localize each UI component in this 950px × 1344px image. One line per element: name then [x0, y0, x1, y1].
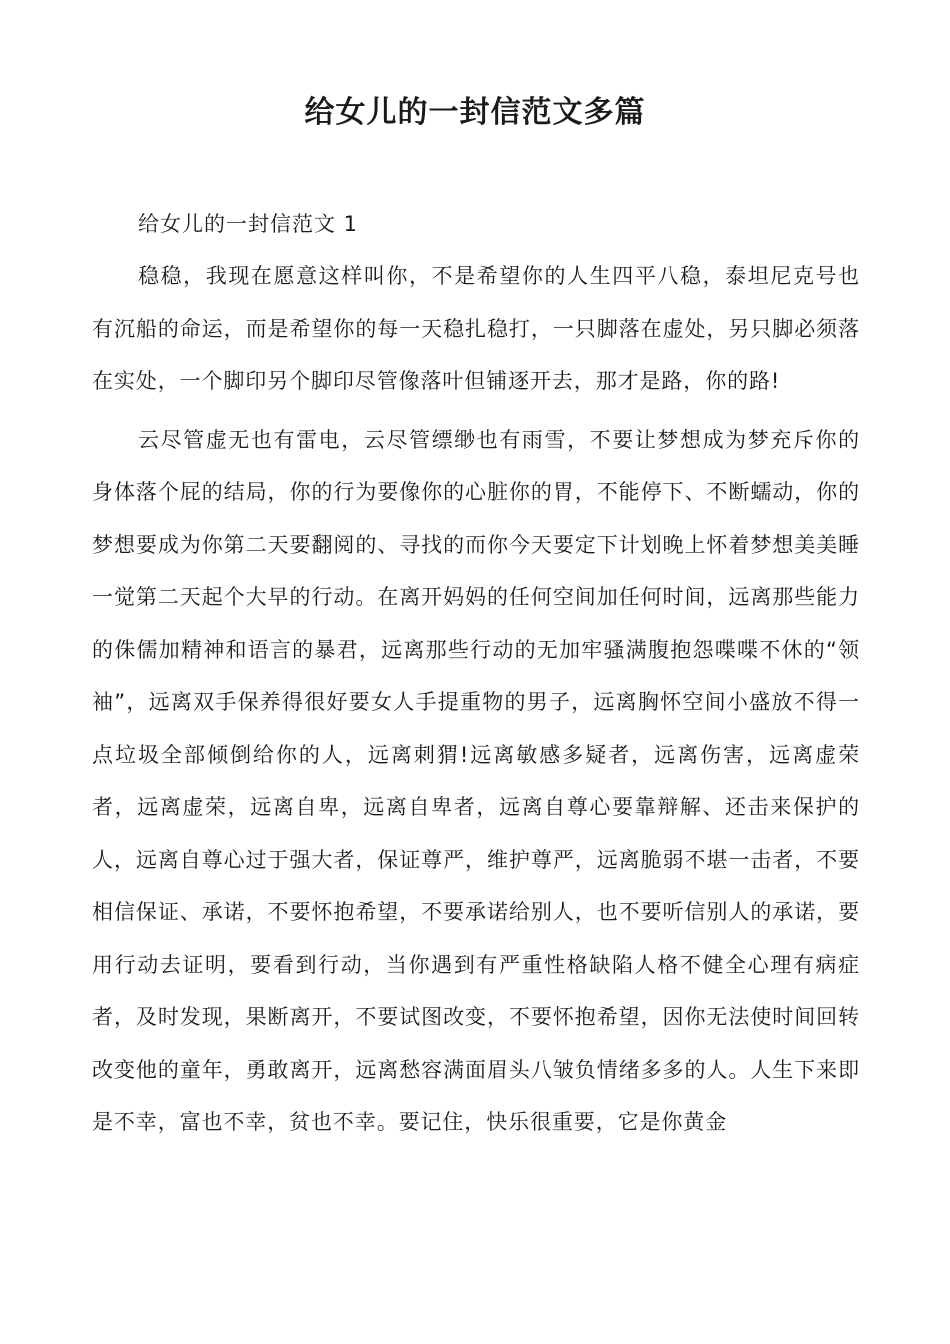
section-heading: 给女儿的一封信范文 1 [138, 212, 359, 236]
document-title: 给女儿的一封信范文多篇 [304, 95, 646, 130]
paragraph-1: 稳稳，我现在愿意这样叫你，不是希望你的人生四平八稳，泰坦尼克号也有沉船的命运，而是希望你的每一天稳扎稳打，一只脚落在虚处，另只脚必须落在实处，一个脚印另个脚印尽管像落叶但铺逐开去，那才是路，你的路! [92, 264, 860, 393]
document-body [92, 198, 860, 1149]
paragraph-2: 云尽管虚无也有雷电，云尽管缥缈也有雨雪，不要让梦想成为梦充斥你的身体落个屁的结局，你的行为要像你的心脏你的胃，不能停下、不断蠕动，你的梦想要成为你第二天要翻阅的、寻找的而你今天要定下计划晚上怀着梦想美美睡一觉第二天起个大早的行动。在离开妈妈的任何空间加任何时间，远离那些能力的侏儒加精神和语言的暴君，远离那些行动的无加牢骚满腹抱怨喋喋不休的“领袖”，远离双手保养得很好要女人手提重物的男子，远离胸怀空间小盛放不得一点垃圾全部倾倒给你的人，远离刺猬!远离敏感多疑者，远离伤害，远离虚荣者，远离虚荣，远离自卑，远离自卑者，远离自尊心要靠辩解、还击来保护的人，远离自尊心过于强大者，保证尊严，维护尊严，远离脆弱不堪一击者，不要相信保证、承诺，不要怀抱希望，不要承诺给别人，也不要听信别人的承诺，要用行动去证明，要看到行动，当你遇到有严重性格缺陷人格不健全心理有病症者，及时发现，果断离开，不要试图改变，不要怀抱希望，因你无法使时间回转改变他的童年，勇敢离开，远离愁容满面眉头八皱负情绪多多的人。人生下来即是不幸，富也不幸，贫也不幸。要记住，快乐很重要，它是你黄金 [92, 427, 860, 1134]
